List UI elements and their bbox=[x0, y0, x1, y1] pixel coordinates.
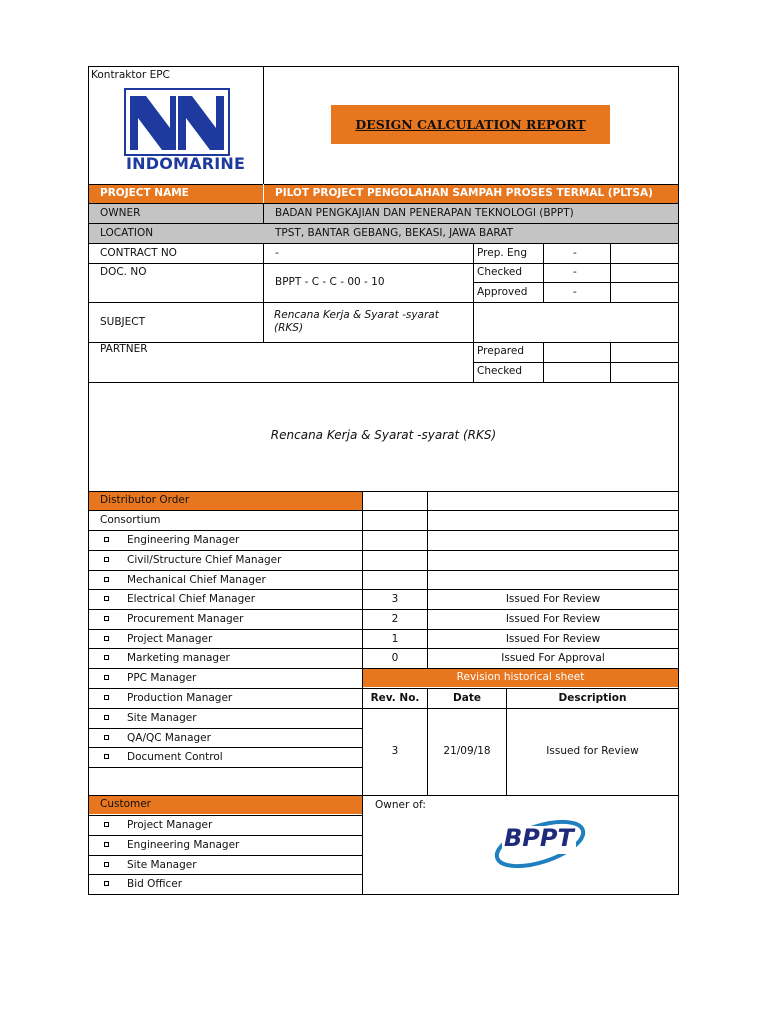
subject-value-line1: Rencana Kerja & Syarat -syarat bbox=[274, 309, 439, 321]
consortium-label: Consortium bbox=[100, 514, 161, 526]
distribution-qty: 2 bbox=[391, 613, 399, 625]
distribution-recipient: Civil/Structure Chief Manager bbox=[127, 554, 282, 566]
distribution-recipient: Document Control bbox=[127, 751, 223, 763]
revision-col-rev: Rev. No. bbox=[370, 692, 420, 704]
doc-no-value: BPPT - C - C - 00 - 10 bbox=[275, 276, 385, 288]
prep-eng-label: Prep. Eng bbox=[477, 247, 527, 259]
revision-rev-no: 3 bbox=[391, 745, 399, 757]
distribution-status: Issued For Review bbox=[505, 593, 601, 605]
owner-label: OWNER bbox=[100, 207, 141, 219]
distribution-status: Issued For Review bbox=[505, 613, 601, 625]
customer-recipient: Project Manager bbox=[127, 819, 213, 831]
bullet-icon bbox=[104, 862, 109, 867]
indomarine-logo bbox=[124, 88, 246, 174]
approved-label: Approved bbox=[477, 286, 528, 298]
subject-big-text: Rencana Kerja & Syarat -syarat (RKS) bbox=[270, 428, 497, 442]
revision-header: Revision historical sheet bbox=[456, 671, 585, 683]
owner-value: BADAN PENGKAJIAN DAN PENERAPAN TEKNOLOGI (BPPT) bbox=[275, 207, 574, 219]
indomarine-logo-text: INDOMARINE bbox=[126, 154, 246, 173]
subject-label: SUBJECT bbox=[100, 316, 146, 328]
distribution-qty: 0 bbox=[391, 652, 399, 664]
partner-label: PARTNER bbox=[100, 343, 148, 355]
distribution-status: Issued For Review bbox=[505, 633, 601, 645]
distribution-qty: 3 bbox=[391, 593, 399, 605]
indomarine-logo-icon bbox=[124, 88, 230, 156]
bullet-icon bbox=[104, 636, 109, 641]
location-label: LOCATION bbox=[100, 227, 154, 239]
customer-recipient: Bid Officer bbox=[127, 878, 183, 890]
checked-value: - bbox=[573, 266, 577, 278]
bullet-icon bbox=[104, 735, 109, 740]
location-value: TPST, BANTAR GEBANG, BEKASI, JAWA BARAT bbox=[275, 227, 514, 239]
contract-no-value: - bbox=[275, 247, 279, 259]
distribution-recipient: Procurement Manager bbox=[127, 613, 244, 625]
bullet-icon bbox=[104, 537, 109, 542]
checked2-label: Checked bbox=[477, 365, 523, 377]
distribution-recipient: Site Manager bbox=[127, 712, 197, 724]
bullet-icon bbox=[104, 616, 109, 621]
bullet-icon bbox=[104, 596, 109, 601]
bullet-icon bbox=[104, 577, 109, 582]
contract-no-label: CONTRACT NO bbox=[100, 247, 177, 259]
prep-eng-value: - bbox=[573, 247, 577, 259]
bullet-icon bbox=[104, 842, 109, 847]
distribution-status: Issued For Approval bbox=[501, 652, 605, 664]
owner-of-label: Owner of: bbox=[375, 799, 426, 811]
distribution-qty: 1 bbox=[391, 633, 399, 645]
revision-date: 21/09/18 bbox=[443, 745, 491, 757]
revision-description: Issued for Review bbox=[546, 745, 639, 757]
subject-value-line2: (RKS) bbox=[274, 322, 304, 334]
bullet-icon bbox=[104, 655, 109, 660]
distribution-recipient: PPC Manager bbox=[127, 672, 197, 684]
project-name-value: PILOT PROJECT PENGOLAHAN SAMPAH PROSES TERMAL (PLTSA) bbox=[275, 187, 653, 199]
customer-recipient: Site Manager bbox=[127, 859, 197, 871]
bullet-icon bbox=[104, 675, 109, 680]
customer-recipient: Engineering Manager bbox=[127, 839, 240, 851]
contractor-label: Kontraktor EPC bbox=[91, 69, 170, 81]
customer-header: Customer bbox=[100, 798, 152, 810]
distributor-order-label: Distributor Order bbox=[100, 494, 190, 506]
bullet-icon bbox=[104, 881, 109, 886]
distribution-recipient: Production Manager bbox=[127, 692, 233, 704]
project-name-label: PROJECT NAME bbox=[100, 187, 189, 199]
bppt-logo-text: BPPT bbox=[504, 824, 574, 852]
bullet-icon bbox=[104, 754, 109, 759]
approved-value: - bbox=[573, 286, 577, 298]
distribution-recipient: Engineering Manager bbox=[127, 534, 240, 546]
distribution-recipient: Mechanical Chief Manager bbox=[127, 574, 266, 586]
bppt-logo bbox=[488, 810, 592, 878]
bullet-icon bbox=[104, 695, 109, 700]
revision-col-desc: Description bbox=[558, 692, 627, 704]
distribution-recipient: QA/QC Manager bbox=[127, 732, 211, 744]
bullet-icon bbox=[104, 557, 109, 562]
report-title: DESIGN CALCULATION REPORT bbox=[355, 117, 586, 132]
distribution-recipient: Project Manager bbox=[127, 633, 213, 645]
bullet-icon bbox=[104, 715, 109, 720]
distribution-recipient: Marketing manager bbox=[127, 652, 230, 664]
revision-col-date: Date bbox=[453, 692, 481, 704]
checked-label: Checked bbox=[477, 266, 523, 278]
prepared-label: Prepared bbox=[477, 345, 525, 357]
bullet-icon bbox=[104, 822, 109, 827]
header-divider bbox=[263, 66, 264, 184]
distribution-recipient: Electrical Chief Manager bbox=[127, 593, 256, 605]
doc-no-label: DOC. NO bbox=[100, 266, 147, 278]
